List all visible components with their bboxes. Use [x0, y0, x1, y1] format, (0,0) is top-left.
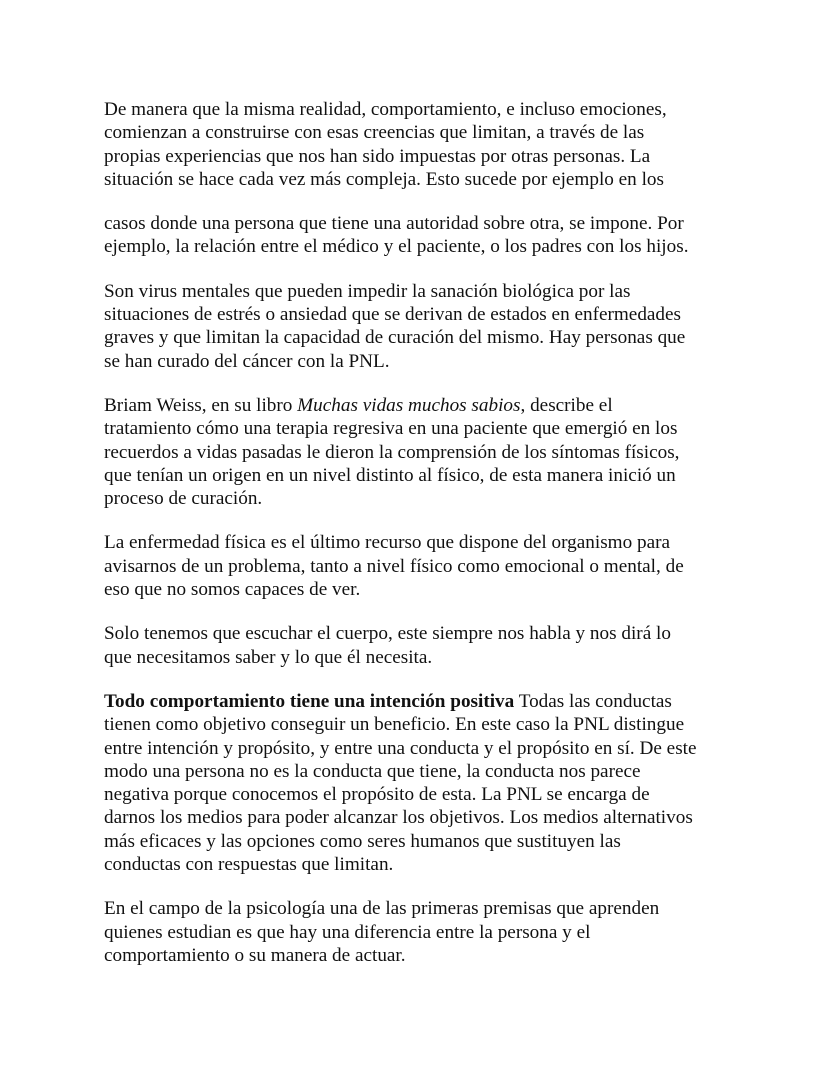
- text-line: Solo tenemos que escuchar el cuerpo, este siempre nos habla y nos dirá lo: [104, 623, 671, 645]
- text-line: situación se hace cada vez más compleja. Esto sucede por ejemplo en los: [104, 168, 664, 190]
- paragraph-spacer: [104, 510, 744, 531]
- text-line: entre intención y propósito, y entre una conducta y el propósito en sí. De este: [104, 737, 697, 759]
- text-line: que tenían un origen en un nivel distinto al físico, de esta manera inició un: [104, 464, 676, 486]
- paragraph-spacer: [104, 601, 744, 622]
- text-line: comienzan a construirse con esas creencias que limitan, a través de las: [104, 122, 645, 144]
- text-line: tratamiento cómo una terapia regresiva en una paciente que emergió en los: [104, 418, 678, 440]
- text-line: que necesitamos saber y lo que él necesita.: [104, 646, 433, 668]
- text-line: eso que no somos capaces de ver.: [104, 579, 361, 601]
- text-line: recuerdos a vidas pasadas le dieron la comprensión de los síntomas físicos,: [104, 441, 680, 463]
- paragraph-8: [104, 897, 744, 967]
- text-line: comportamiento o su manera de actuar.: [104, 944, 406, 966]
- paragraph-spacer: [104, 373, 744, 394]
- paragraph-2: [104, 212, 744, 259]
- document-page: [104, 98, 744, 967]
- text-line: casos donde una persona que tiene una autoridad sobre otra, se impone. Por: [104, 213, 684, 235]
- book-title: Muchas vidas muchos sabios: [297, 394, 521, 416]
- paragraph-7: [104, 690, 744, 876]
- text-line: proceso de curación.: [104, 488, 263, 510]
- text-line: se han curado del cáncer con la PNL.: [104, 350, 390, 372]
- paragraph-5: [104, 531, 744, 601]
- text-fragment: Todas las conductas: [514, 690, 672, 712]
- paragraph-spacer: [104, 669, 744, 690]
- text-line: propias experiencias que nos han sido impuestas por otras personas. La: [104, 145, 651, 167]
- text-line: conductas con respuestas que limitan.: [104, 854, 394, 876]
- text-line: ejemplo, la relación entre el médico y el paciente, o los padres con los hijos.: [104, 236, 689, 258]
- text-line: negativa porque conocemos el propósito de esta. La PNL se encarga de: [104, 784, 650, 806]
- paragraph-6: [104, 622, 744, 669]
- text-line: graves y que limitan la capacidad de curación del mismo. Hay personas que: [104, 327, 686, 349]
- text-line: tienen como objetivo conseguir un beneficio. En este caso la PNL distingue: [104, 714, 685, 736]
- text-line: situaciones de estrés o ansiedad que se derivan de estados en enfermedades: [104, 304, 682, 326]
- paragraph-spacer: [104, 876, 744, 897]
- text-line: quienes estudian es que hay una diferencia entre la persona y el: [104, 921, 591, 943]
- paragraph-3: [104, 280, 744, 373]
- text-line: [104, 690, 744, 713]
- text-line: darnos los medios para poder alcanzar los objetivos. Los medios alternativos: [104, 807, 693, 829]
- text-line: En el campo de la psicología una de las primeras premisas que aprenden: [104, 898, 660, 920]
- section-heading: Todo comportamiento tiene una intención positiva: [104, 690, 515, 712]
- paragraph-spacer: [104, 191, 744, 212]
- text-fragment: Briam Weiss, en su libro: [104, 394, 298, 416]
- paragraph-4: [104, 394, 744, 510]
- paragraph-1: [104, 98, 744, 191]
- text-fragment: , describe el: [520, 394, 613, 416]
- text-line: De manera que la misma realidad, comportamiento, e incluso emociones,: [104, 99, 667, 120]
- text-line: Son virus mentales que pueden impedir la sanación biológica por las: [104, 280, 631, 302]
- text-line: modo una persona no es la conducta que tiene, la conducta nos parece: [104, 760, 641, 782]
- text-line: La enfermedad física es el último recurso que dispone del organismo para: [104, 532, 671, 554]
- text-line: más eficaces y las opciones como seres humanos que sustituyen las: [104, 830, 621, 852]
- text-line: [104, 394, 744, 417]
- text-line: avisarnos de un problema, tanto a nivel físico como emocional o mental, de: [104, 555, 684, 577]
- paragraph-spacer: [104, 259, 744, 280]
